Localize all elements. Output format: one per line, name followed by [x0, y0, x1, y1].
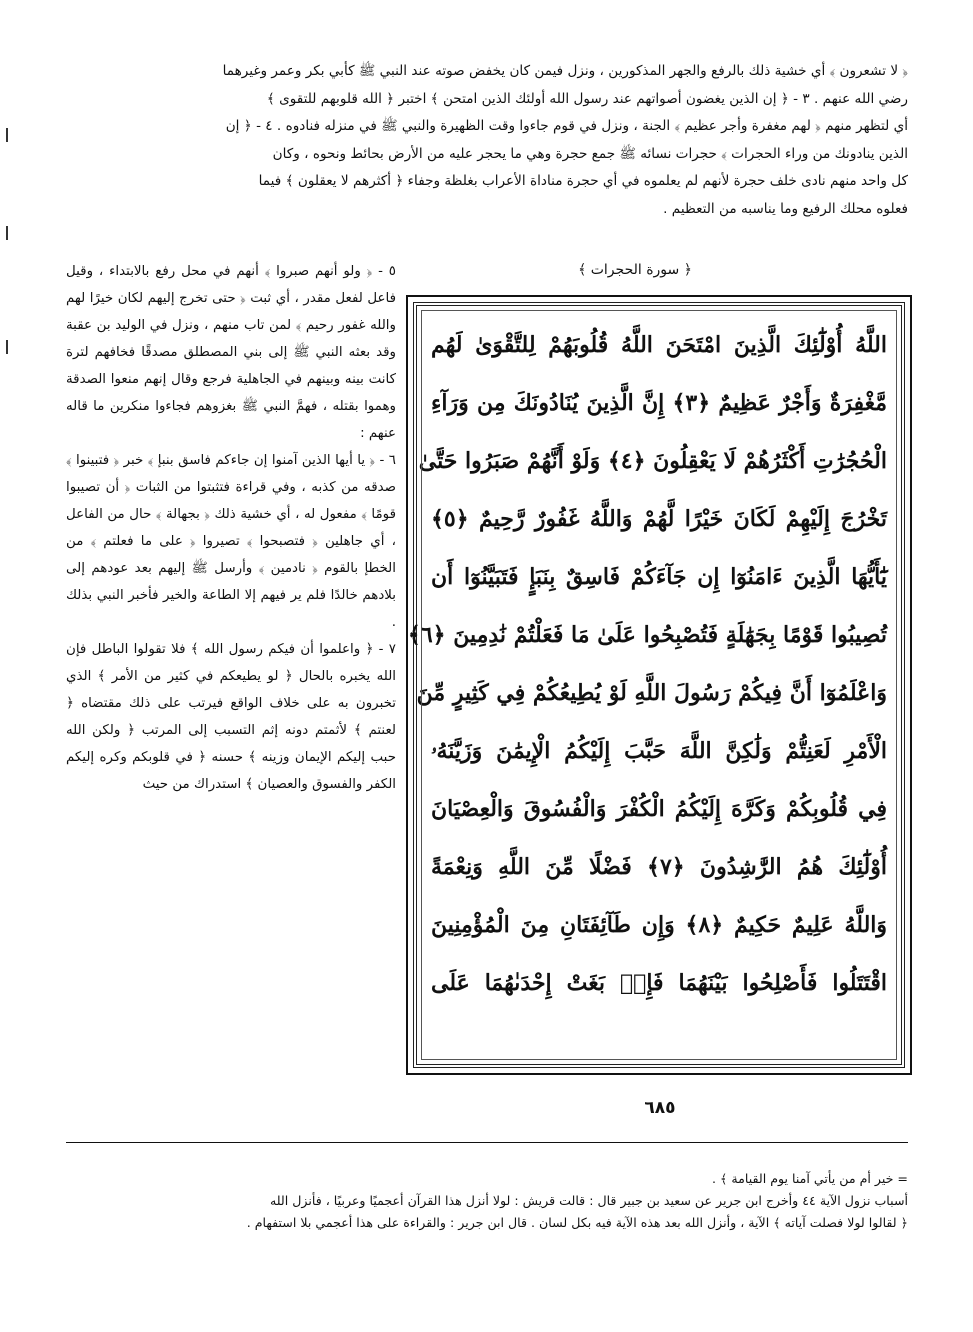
quran-line: الْحُجُرَٰتِ أَكْثَرُهُمْ لَا يَعْقِلُونَ ﴿٤﴾ وَلَوْ أَنَّهُمْ صَبَرُوا حَتَّىٰ	[418, 448, 887, 474]
quran-line: فِي قُلُوبِكُمْ وَكَرَّهَ إِلَيْكُمُ الْكُفْرَ وَالْفُسُوقَ وَالْعِصْيَانَ	[431, 796, 887, 822]
quran-line: الْأَمْرِ لَعَنِتُّمْ وَلَٰكِنَّ اللَّهَ حَبَّبَ إِلَيْكُمُ الْإِيمَٰنَ وَزَيَّنَهُۥ	[431, 738, 887, 764]
quran-line: اللَّهُ أُوْلَٰٓئِكَ الَّذِينَ امْتَحَنَ اللَّهُ قُلُوبَهُمْ لِلتَّقْوَىٰ لَهُم	[431, 332, 887, 358]
commentary-paragraph: ٥ - ﴿ ولو أنهم صبروا ﴾ أنهم في محل رفع بالابتداء ، وقيل فاعل لفعل مقدر ، أي ثبت ﴿ حتى تخرج إليهم لكان خيرًا لهم والله غفور رحيم ﴾ لمن تاب منهم ، ونزل في الوليد بن عقبة وقد بعثه النبي ﷺ إلى بني المصطلق مصدقًا فخافهم لترة كانت بينه وبينهم في الجاهلية فرجع وقال إنهم منعوا الصدقة وهموا بقتله ، فهمَّ النبي ﷺ بغزوهم فجاءوا منكرين ما قاله عنهم :	[66, 264, 396, 441]
quran-line: أُوْلَٰٓئِكَ هُمُ الرَّٰشِدُونَ ﴿٧﴾ فَضْلًا مِّنَ اللَّهِ وَنِعْمَةً	[431, 854, 887, 880]
commentary-paragraph: ٧ - ﴿ واعلموا أن فيكم رسول الله ﴾ فلا تقولوا الباطل فإن الله يخبره بالحال ﴿ لو يطيعكم في كثير من الأمر ﴾ الذي تخبرون به على خلاف الواقع فيرتب على ذلك مقتضاه ﴿ لعنتم ﴾ لأثمتم دونه إثم التسبب إلى المرتب ﴿ ولكن الله حبب إليكم الإيمان وزينه ﴾ حسنه ﴿ في قلوبكم وكره إليكم الكفر والفسوق والعصيان ﴾ استدراك من حيث	[66, 642, 396, 792]
commentary-line: ﴿ لا تشعرون ﴾ أي خشية ذلك بالرفع والجهر المذكورين ، ونزل فيمن كان يخفض صوته عند النبي ﷺ كأبي بكر وعمر وغيرهما	[222, 63, 908, 79]
quran-line: وَاللَّهُ عَلِيمٌ حَكِيمٌ ﴿٨﴾ وَإِن طَآئِفَتَانِ مِنَ الْمُؤْمِنِينَ	[431, 912, 888, 938]
quran-text-frame	[406, 295, 912, 1075]
scan-edge-mark	[6, 226, 8, 240]
scan-edge-mark	[6, 340, 8, 354]
footnote-line: = خير أم من يأتي آمنا يوم القيامة ﴾ .	[711, 1171, 908, 1186]
quran-text-inner-border	[407, 302, 905, 1068]
quran-line: تَخْرُجَ إِلَيْهِمْ لَكَانَ خَيْرًا لَّهُمْ وَاللَّهُ غَفُورٌ رَّحِيمٌ ﴿٥﴾	[431, 506, 887, 532]
commentary-paragraph: ٦ - ﴿ يا أيها الذين آمنوا إن جاءكم فاسق بنبإ ﴾ خبر ﴿ فتبينوا ﴾ صدقه من كذبه ، وفي قراءة فتثبتوا من الثبات ﴿ أن تصيبوا قومًا ﴾ مفعول له ، أي خشية ذلك ﴿ بجهالة ﴾ حال من الفاعل ، أي جاهلين ﴿ فتصبحوا ﴾ تصيروا ﴿ على ما فعلتم ﴾ من الخطإ بالقوم ﴿ نادمين ﴾ وأرسل ﷺ إليهم بعد عودهم إلى بلادهم خالدًا فلم ير فيهم إلا الطاعة والخير فأخبر النبي بذلك .	[66, 453, 396, 630]
quran-line: تُصِيبُوا قَوْمًا بِجَهَٰلَةٍ فَتُصْبِحُوا عَلَىٰ مَا فَعَلْتُمْ نَٰدِمِينَ ﴿٦﴾	[407, 622, 887, 648]
scan-edge-mark	[6, 128, 8, 142]
quran-line: وَاعْلَمُوٓا أَنَّ فِيكُمْ رَسُولَ اللَّهِ لَوْ يُطِيعُكُمْ فِي كَثِيرٍ مِّنَ	[416, 680, 887, 706]
side-commentary	[66, 258, 396, 798]
footnote-divider	[66, 1142, 908, 1143]
footnotes	[66, 1168, 908, 1234]
top-commentary	[66, 58, 908, 223]
footnote-line: ﴿ لقالوا لولا فصلت آياته ﴾ الآية ، وأنزل الله بعد هذه الآية فيه بكل لسان . قال ابن جرير : والقراءة على هذا أعجمي بلا استفهام .	[246, 1215, 908, 1230]
quran-line: اقْتَتَلُوا فَأَصْلِحُوا بَيْنَهُمَا فَإِنۢ بَغَتْ إِحْدَىٰهُمَا عَلَى	[431, 970, 887, 996]
quran-line: مَّغْفِرَةٌ وَأَجْرٌ عَظِيمٌ ﴿٣﴾ إِنَّ الَّذِينَ يُنَادُونَكَ مِن وَرَآءِ	[431, 390, 887, 416]
surah-heading: ﴿ سورة الحجرات ﴾	[578, 262, 692, 278]
footnote-line: أسباب نزول الآية ٤٤ وأخرج ابن جرير عن سعيد بن جبير قال : قالت قريش : لولا أنزل هذا القرآن أعجميًا وعربيًا ، فأنزل الله	[270, 1193, 908, 1208]
quran-line: يَٰٓأَيُّهَا الَّذِينَ ءَامَنُوٓا إِن جَآءَكُمْ فَاسِقٌ بِنَبَإٍ فَتَبَيَّنُوٓا أَن	[431, 564, 887, 590]
commentary-line: فعلوه محلك الرفيع وما يناسبه من التعظيم .	[663, 200, 908, 217]
commentary-line: رضي الله عنهم . ٣ - ﴿ إن الذين يغضون أصواتهم عند رسول الله أولئك الذين امتحن ﴾ اختبر ﴿ الله قلوبهم للتقوى ﴾	[266, 90, 908, 107]
page-number: ٦٨٥	[644, 1098, 676, 1118]
commentary-line: كل واحد منهم نادى خلف حجرة لأنهم لم يعلموه في أي حجرة مناداة الأعراب بغلظة وجفاء ﴿ أكثرهم لا يعقلون ﴾ فيما	[258, 173, 908, 189]
commentary-line: أي لتظهر منهم ﴿ لهم مغفرة وأجر عظيم ﴾ الجنة ، ونزل في قوم جاءوا وقت الظهيرة والنبي ﷺ في منزله فنادوه . ٤ - ﴿ إن	[225, 118, 908, 134]
commentary-line: الذين ينادونك من وراء الحجرات ﴾ حجرات نسائه ﷺ جمع حجرة وهي ما يحجر عليه من الأرض بحائط ونحوه ، وكان	[272, 145, 908, 162]
